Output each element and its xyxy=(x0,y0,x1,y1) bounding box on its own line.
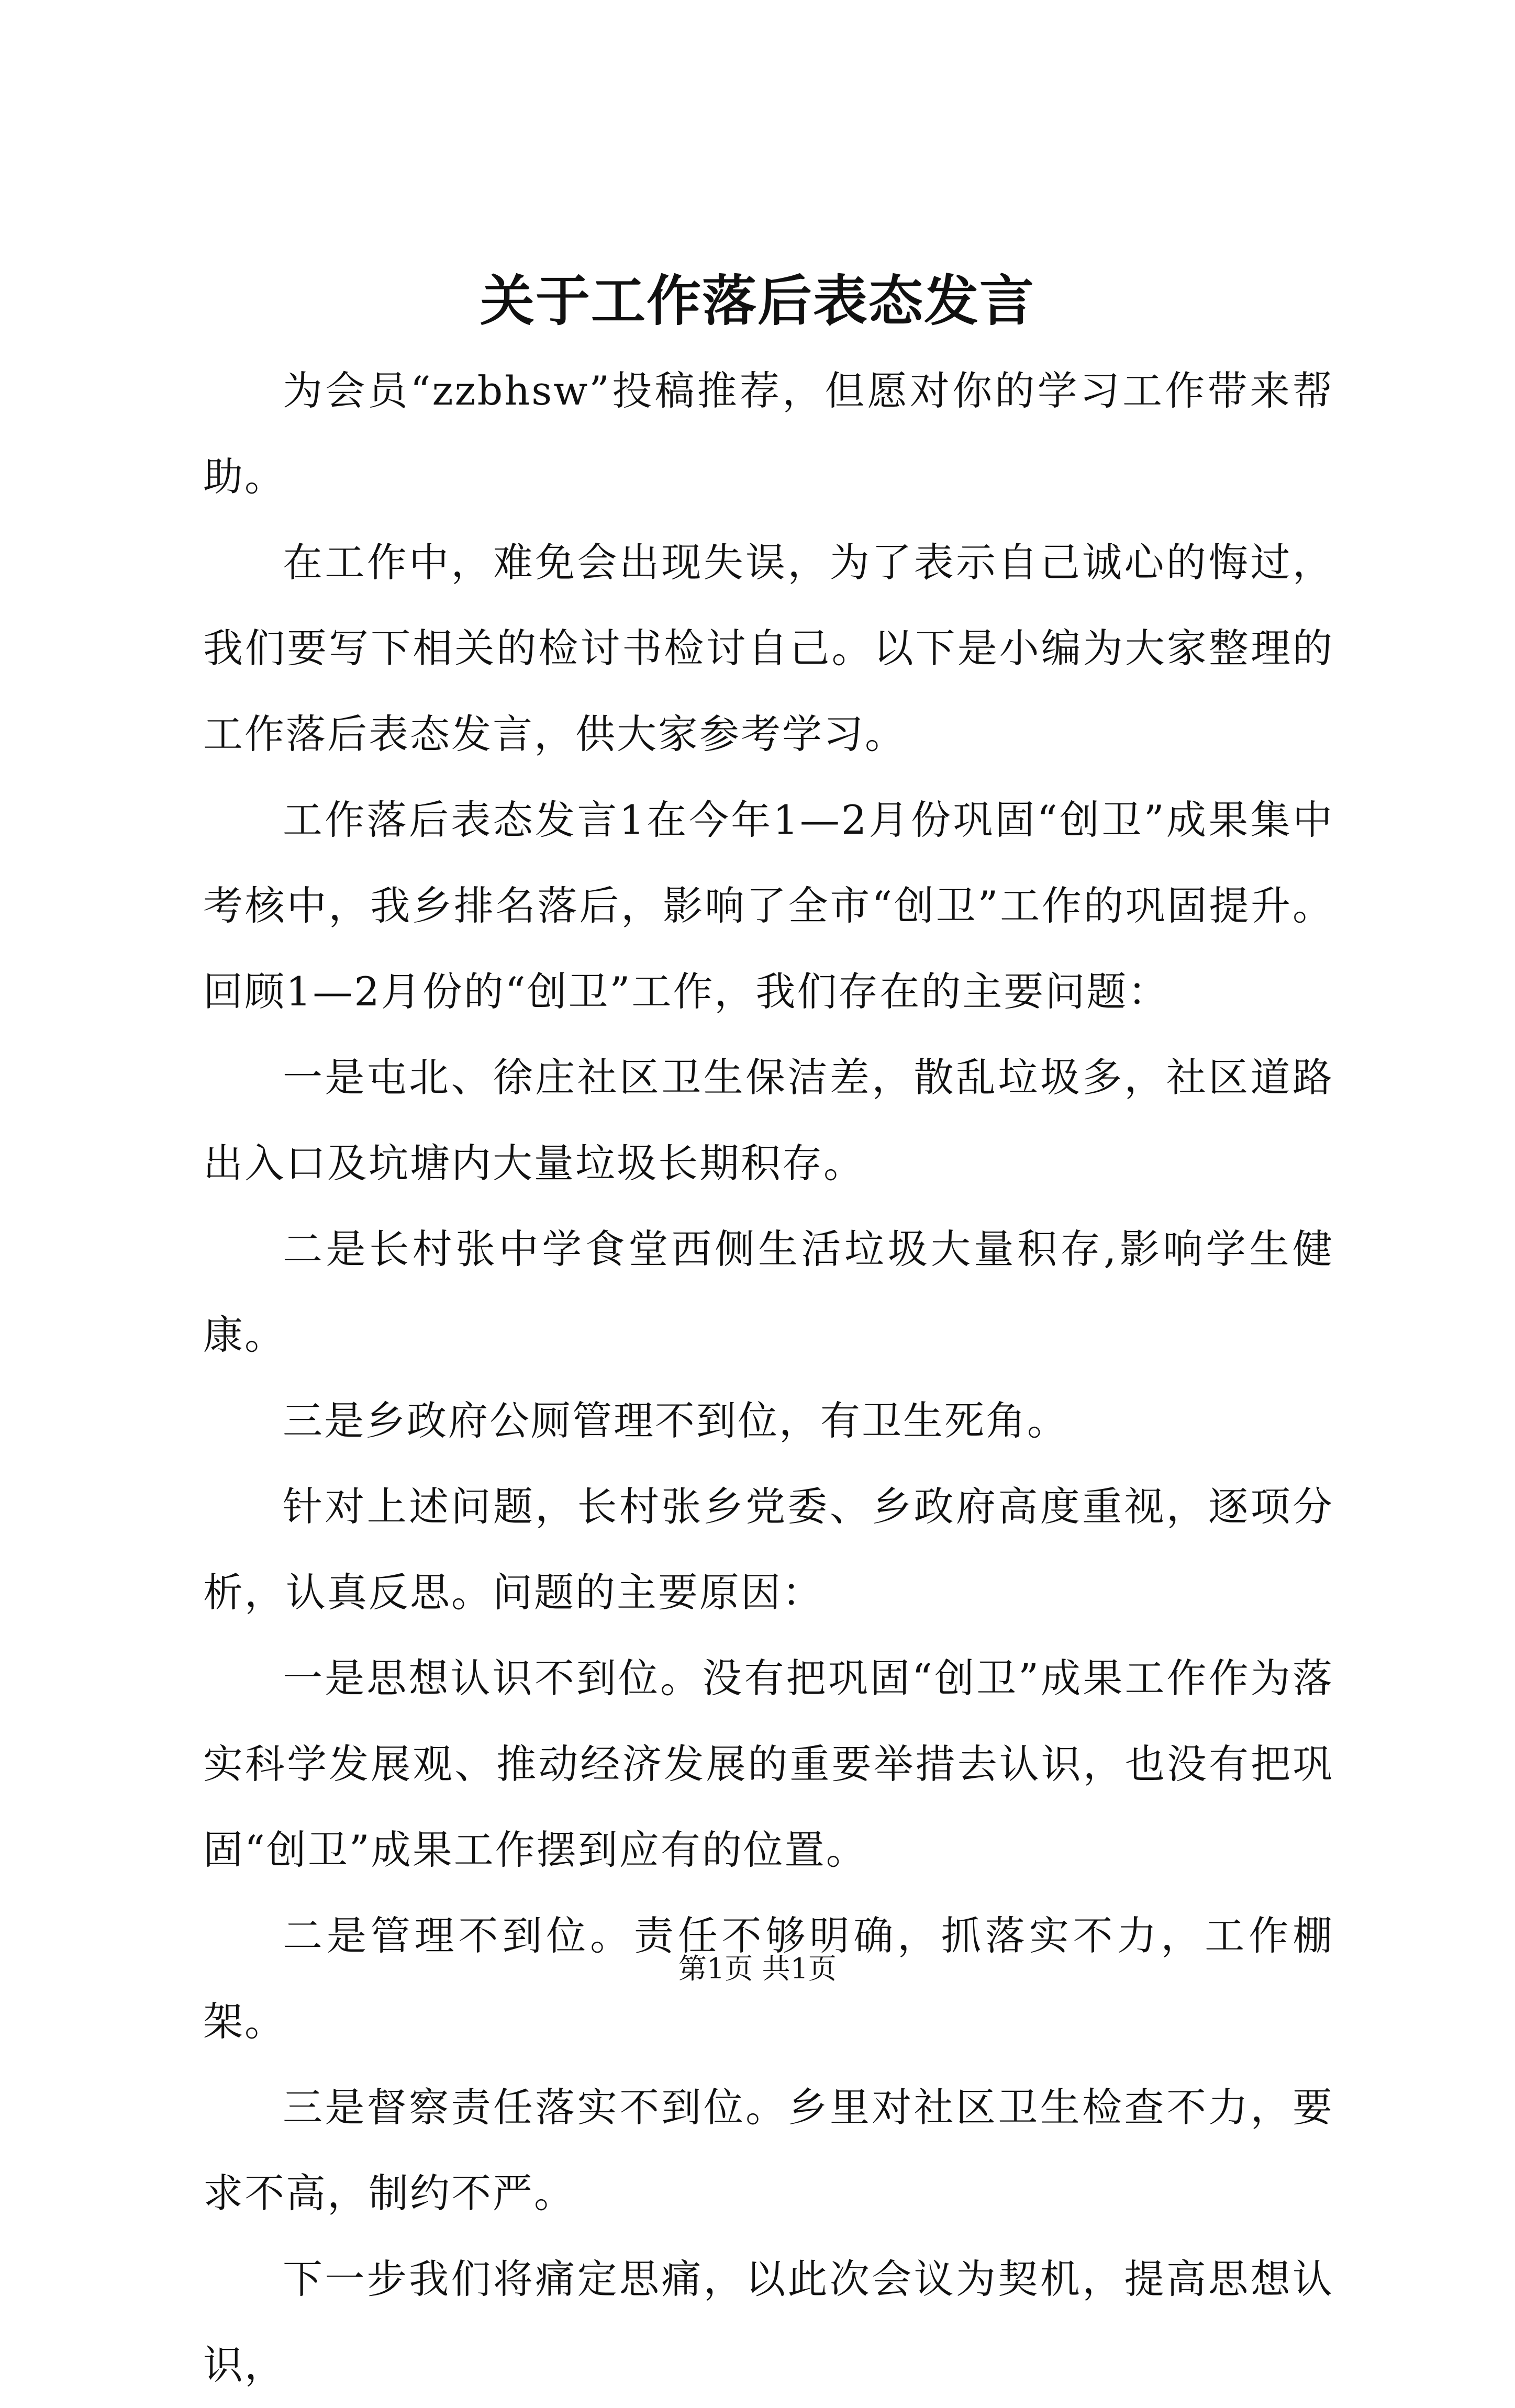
paragraph-intro: 在工作中，难免会出现失误，为了表示自己诚心的悔过，我们要写下相关的检讨书检讨自己。以下是小编为大家整理的工作落后表态发言，供大家参考学习。 xyxy=(203,539,1334,757)
paragraph-problem-2: 二是长村张中学食堂西侧生活垃圾大量积存,影响学生健康。 xyxy=(203,1226,1334,1358)
paragraph-cause-1: 一是思想认识不到位。没有把巩固“创卫”成果工作作为落实科学发展观、推动经济发展的重要举措去认识，也没有把巩固“创卫”成果工作摆到应有的位置。 xyxy=(203,1655,1334,1873)
paragraph-statement-1: 工作落后表态发言1在今年1—2月份巩固“创卫”成果集中考核中，我乡排名落后，影响了全市“创卫”工作的巩固提升。回顾1—2月份的“创卫”工作，我们存在的主要问题： xyxy=(203,797,1334,1015)
document-body xyxy=(203,348,1334,2408)
paragraph-cause-3: 三是督察责任落实不到位。乡里对社区卫生检查不力，要求不高，制约不严。 xyxy=(203,2084,1334,2216)
paragraph-next-step: 下一步我们将痛定思痛，以此次会议为契机，提高思想认识， xyxy=(203,2256,1334,2388)
paragraph-problem-3: 三是乡政府公厕管理不到位，有卫生死角。 xyxy=(283,1397,1068,1444)
paragraph-analysis: 针对上述问题，长村张乡党委、乡政府高度重视，逐项分析，认真反思。问题的主要原因： xyxy=(203,1483,1334,1616)
paragraph-recommendation: 为会员“zzbhsw”投稿推荐，但愿对你的学习工作带来帮助。 xyxy=(203,367,1334,500)
paragraph-problem-1: 一是屯北、徐庄社区卫生保洁差，散乱垃圾多，社区道路出入口及坑塘内大量垃圾长期积存。 xyxy=(203,1054,1334,1186)
paragraph-cause-2: 二是管理不到位。责任不够明确，抓落实不力，工作棚架。 xyxy=(203,1912,1334,2045)
document-title: 关于工作落后表态发言 xyxy=(480,268,1035,333)
page-footer: 第1页 共1页 xyxy=(678,1952,837,1985)
